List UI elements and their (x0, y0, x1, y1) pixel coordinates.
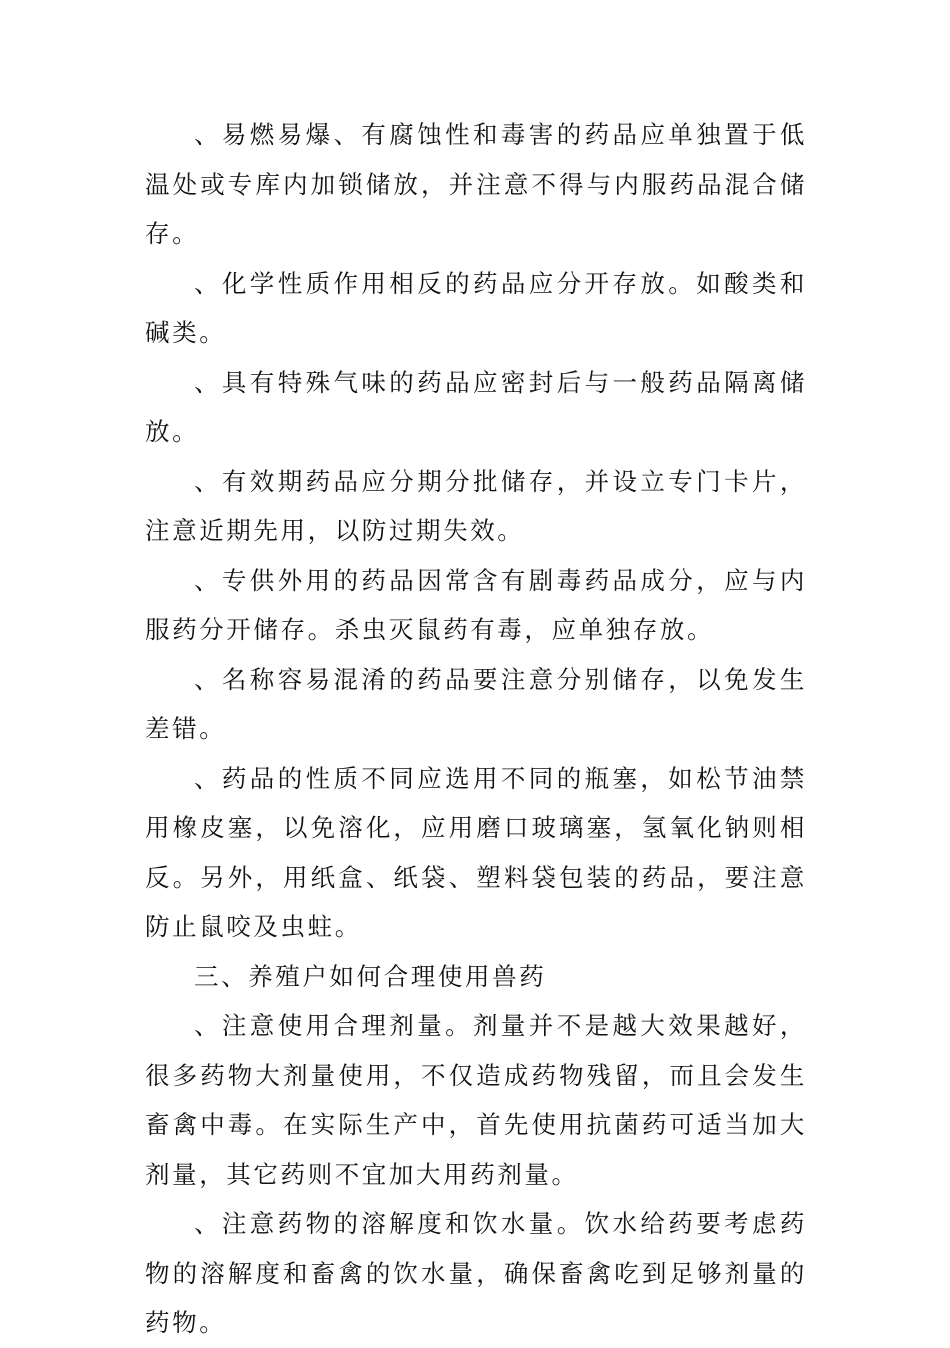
paragraph-external-use: 、专供外用的药品因常含有剧毒药品成分，应与内服药分开储存。杀虫灭鼠药有毒，应单独存放。 (145, 565, 807, 644)
paragraph-odor-isolation: 、具有特殊气味的药品应密封后与一般药品隔离储放。 (145, 367, 807, 446)
section-heading: 三、养殖户如何合理使用兽药 (194, 961, 547, 991)
paragraph-expiry-storage: 、有效期药品应分期分批储存，并设立专门卡片，注意近期先用，以防过期失效。 (145, 466, 807, 545)
paragraph-similar-names: 、名称容易混淆的药品要注意分别储存，以免发生差错。 (145, 664, 807, 743)
paragraph-solubility: 、注意药物的溶解度和饮水量。饮水给药要考虑药物的溶解度和畜禽的饮水量，确保畜禽吃到足够剂量的药物。 (145, 1209, 807, 1337)
document-body (145, 110, 807, 1348)
paragraph-flammable-storage: 、易燃易爆、有腐蚀性和毒害的药品应单独置于低温处或专库内加锁储放，并注意不得与内服药品混合储存。 (145, 120, 807, 248)
paragraph-bottle-stoppers: 、药品的性质不同应选用不同的瓶塞，如松节油禁用橡皮塞，以免溶化，应用磨口玻璃塞，氢氧化钠则相反。另外，用纸盒、纸袋、塑料袋包装的药品，要注意防止鼠咬及虫蛀。 (145, 763, 807, 941)
paragraph-dosage: 、注意使用合理剂量。剂量并不是越大效果越好，很多药物大剂量使用，不仅造成药物残留，而且会发生畜禽中毒。在实际生产中，首先使用抗菌药可适当加大剂量，其它药则不宜加大用药剂量。 (145, 1011, 807, 1189)
paragraph-chemical-separation: 、化学性质作用相反的药品应分开存放。如酸类和碱类。 (145, 268, 807, 347)
